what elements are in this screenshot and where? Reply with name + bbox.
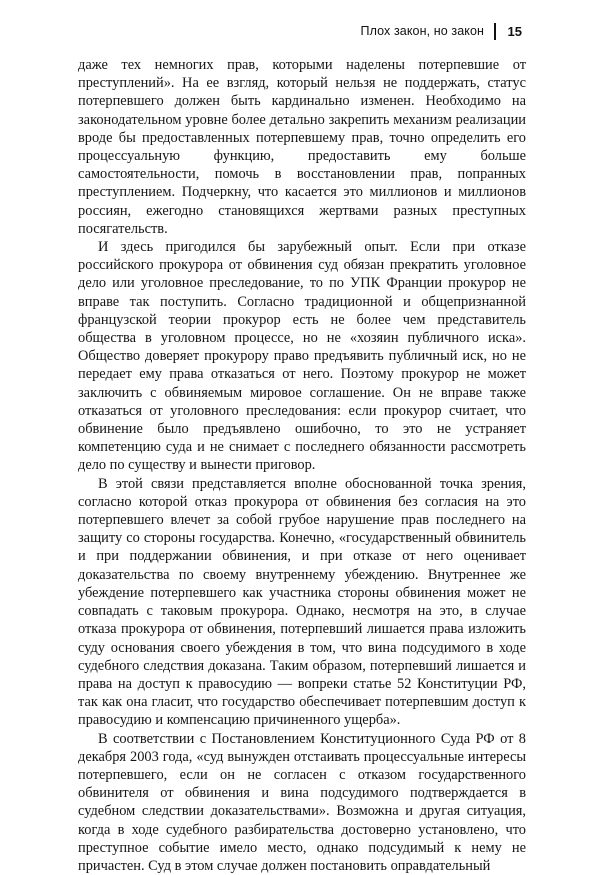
page-header — [0, 21, 522, 41]
page-number: 15 — [507, 23, 522, 39]
paragraph-4: В соответствии с Постановлением Конституционного Суда РФ от 8 декабря 2003 года, «суд вынужден отстаивать процессуальные интересы потерпевшего, если он не согласен с отказом государственного обвинителя от обвинения и вина подсудимого подтверждается в судебном следствии доказательствами». Возможна и другая ситуация, когда в ходе судебного разбирательства достоверно установлено, что преступное событие имело место, однако подсудимый к нему не причастен. Суд в этом случае должен постановить оправдательный — [78, 730, 526, 874]
body-text — [78, 56, 526, 875]
paragraph-3: В этой связи представляется вполне обоснованной точка зрения, согласно которой отказ прокурора от обвинения без согласия на это потерпевшего влечет за собой грубое нарушение прав последнего на защиту со стороны государства. Конечно, «государственный обвинитель и при поддержании обвинения, и при отказе от него оценивает доказательства по своему внутреннему убеждению. Внутреннее же убеждение потерпевшего как участника стороны обвинения может не совпадать с таковым прокурора. Однако, несмотря на это, в случае отказа прокурора от обвинения, потерпевший лишается права изложить суду основания своего убеждения в том, что вина подсудимого в ходе судебного следствия доказана. Таким образом, потерпевший лишается и права на доступ к правосудию — вопреки статье 52 Конституции РФ, так как она гласит, что государство обеспечивает потерпевшим доступ к правосудию и компенсацию причиненного ущерба». — [78, 475, 526, 729]
running-head: Плох закон, но закон — [360, 24, 485, 38]
paragraph-2: И здесь пригодился бы зарубежный опыт. Если при отказе российского прокурора от обвинения суд обязан прекратить уголовное дело или уголовное преследование, то по УПК Франции прокурор не вправе так поступить. Согласно традиционной и общепризнанной французской теории прокурор есть не более чем представитель общества в уголовном процессе, но не «хозяин публичного иска». Общество доверяет прокурору право предъявить публичный иск, но не передает ему права отказаться от него. Поэтому прокурор не может заключить с обвиняемым мировое соглашение. Он не вправе также отказаться от уголовного преследования: если прокурор считает, что обвинение было предъявлено ошибочно, то это не устраняет компетенцию суда и не снимает с последнего обязанности рассмотреть дело по существу и вынести приговор. — [78, 239, 526, 474]
paragraph-1: даже тех немногих прав, которыми наделены потерпевшие от преступлений». На ее взгляд, который нельзя не поддержать, статус потерпевшего должен быть кардинально изменен. Необходимо на законодательном уровне более детально закрепить механизм реализации вроде бы предоставленных потерпевшему прав, точно определить его процессуальную функцию, предоставить ему больше самостоятельности, помочь в восстановлении прав, попранных преступлением. Подчеркну, что касается это миллионов и миллионов россиян, ежегодно становящихся жертвами разных преступных посягательств. — [78, 57, 526, 237]
